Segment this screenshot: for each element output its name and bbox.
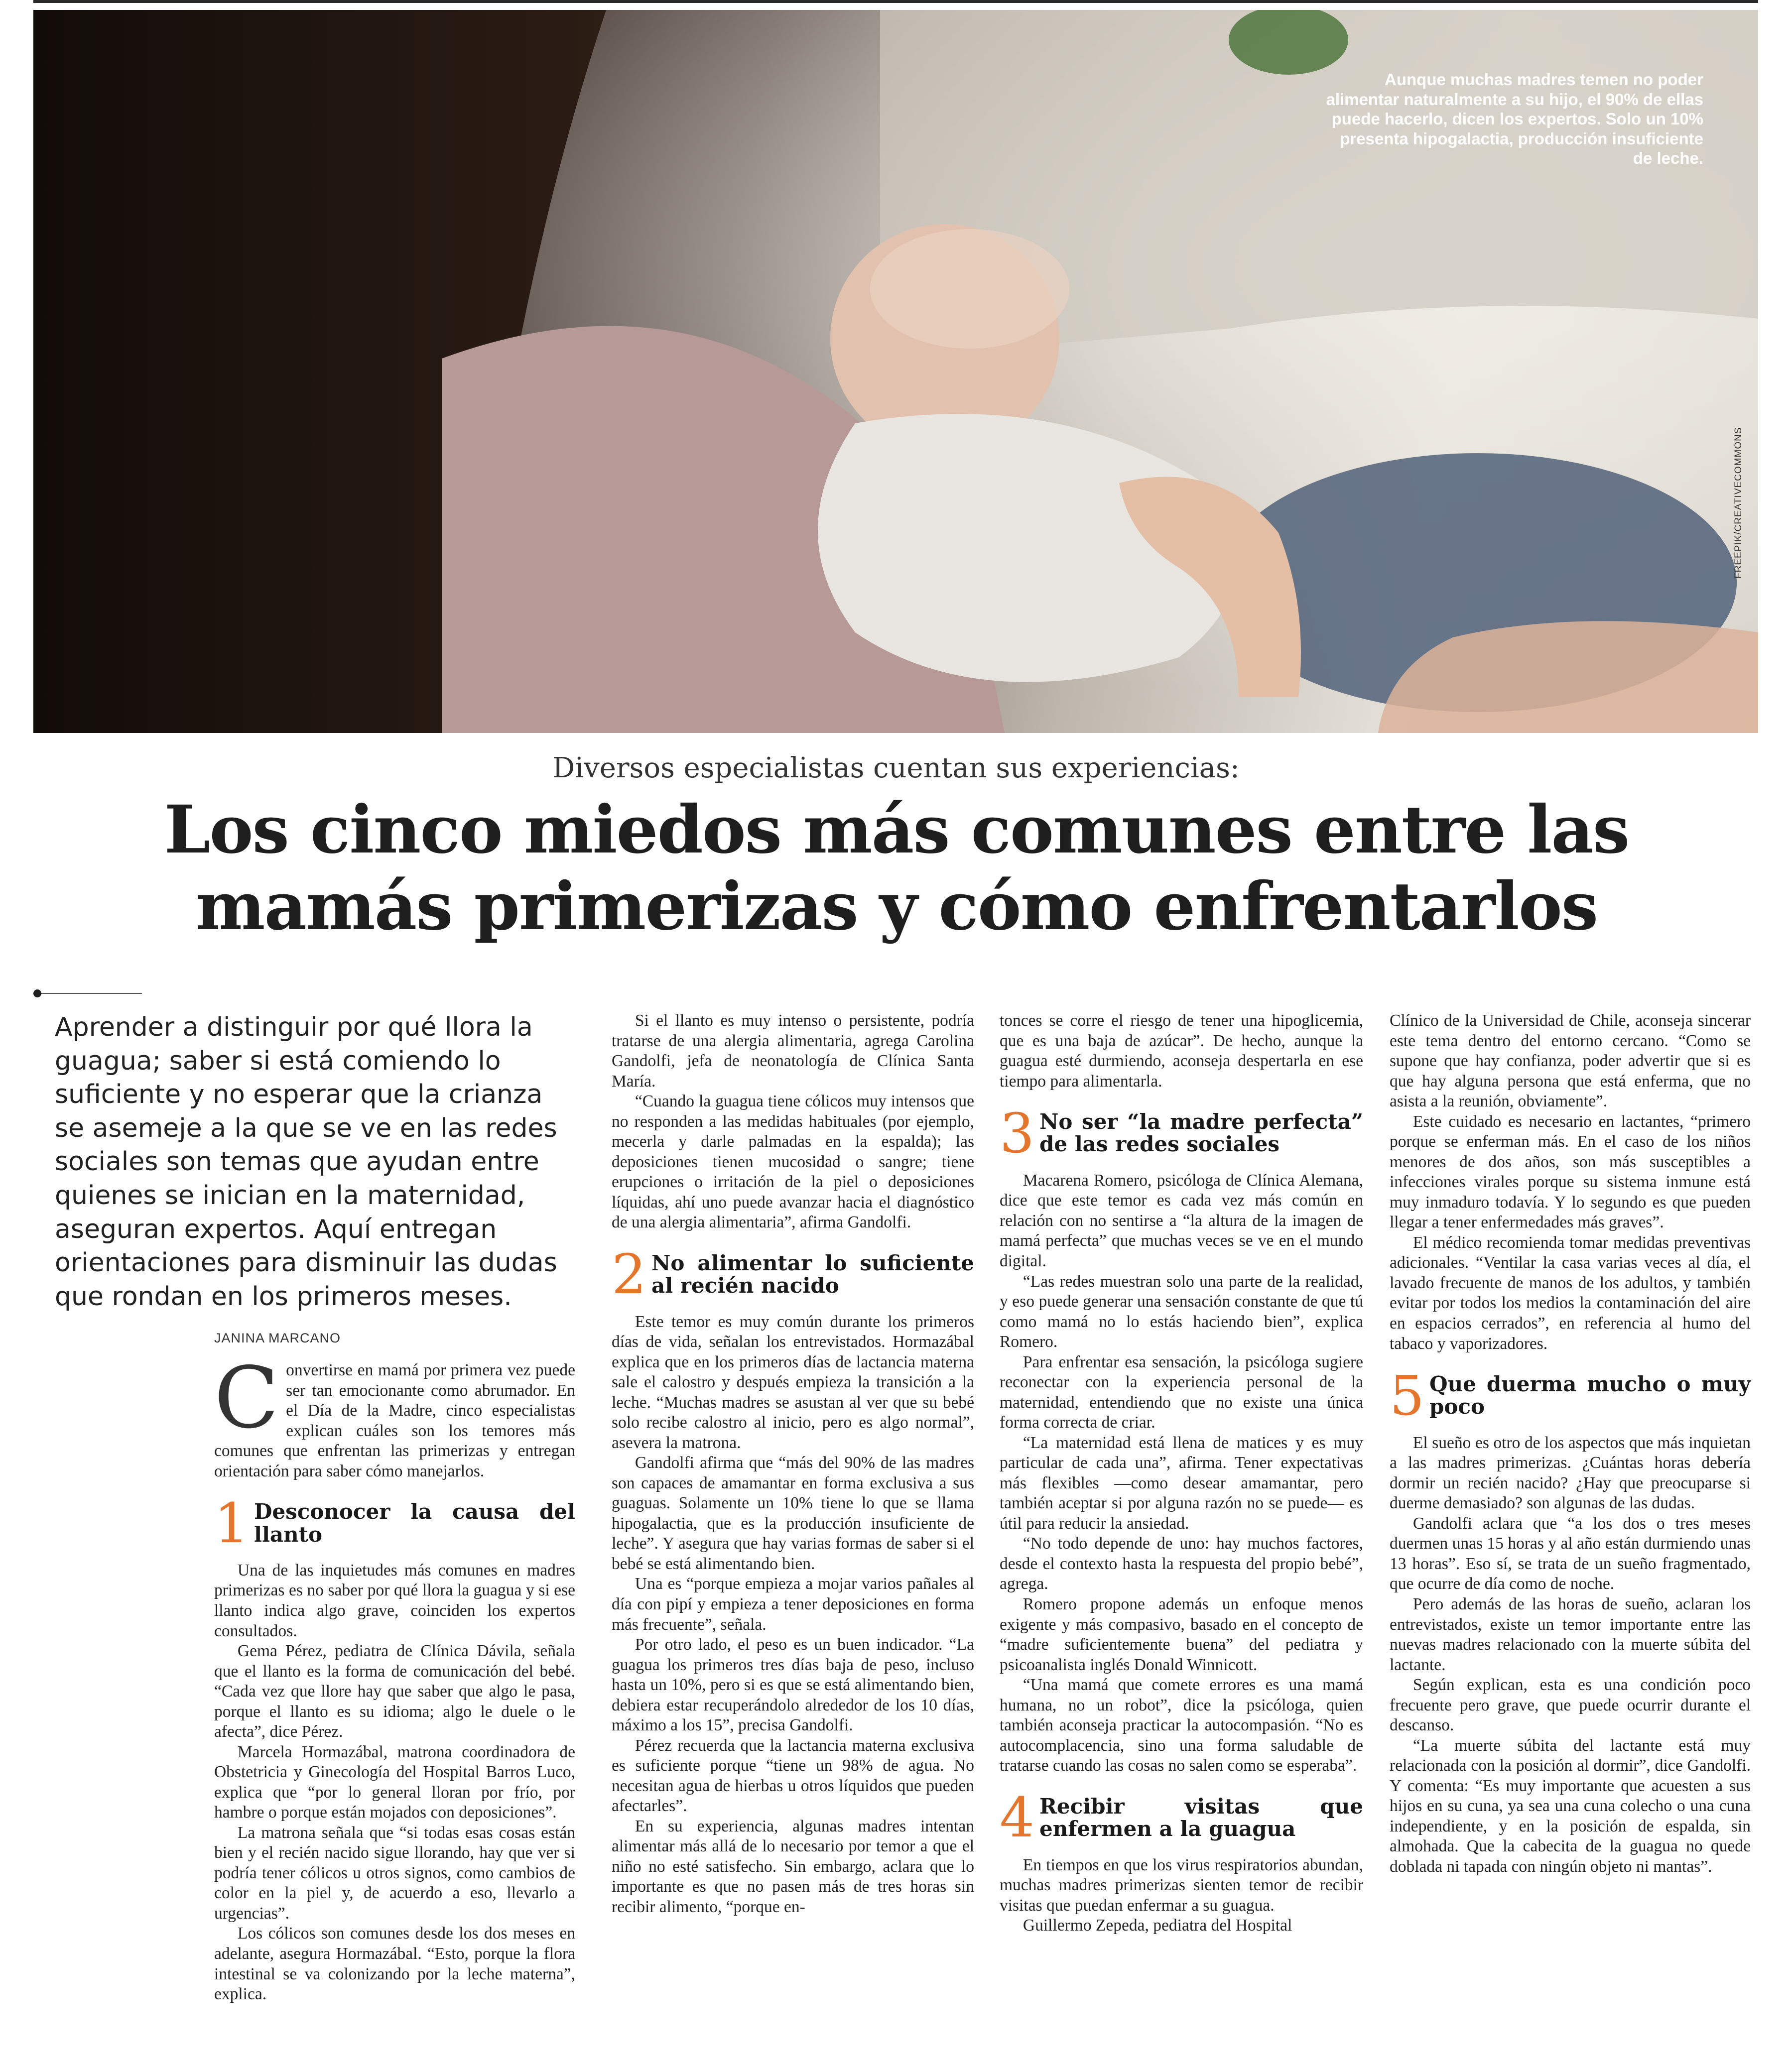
body-paragraph: Guillermo Zepeda, pediatra del Hospital — [1023, 1916, 1292, 1935]
drop-cap: C — [214, 1349, 279, 1448]
body-paragraph: La matrona señala que “si todas esas cosas están bien y el recién nacido sigue llorando, hay que ver si podría tener cólicos u otros signos, como cambios de color en la piel y, de acuerdo a eso, llevarlo a urgencias”. — [214, 1823, 575, 1923]
lead-paragraph: Aprender a distinguir por qué llora la guagua; saber si está comiendo lo suficiente y no esperar que la crianza se asemeje a la que se ve en las redes sociales son temas que ayudan entre quienes se inician en la maternidad, aseguran expertos. Aquí entregan orientaciones para disminuir las dudas que rondan en los primeros meses. — [55, 1012, 557, 1312]
body-paragraph: Romero propone además un enfoque menos exigente y más compasivo, basado en el concepto de “madre suficientemente buena” del pediatra y psicoanalista inglés Donald Winnicott. — [1000, 1595, 1363, 1674]
section-title: No ser “la madre perfecta” de las redes sociales — [1039, 1109, 1363, 1157]
body-paragraph: “La muerte súbita del lactante está muy relacionada con la posición al dormir”, dice Gandolfi. Y comenta: “Es muy importante que acuesten a sus hijos en su cuna, ya sea una cuna colecho o una cuna independiente, y en la posición de espalda, sin almohada. Que la cabecita de la guagua no quede doblada ni tapada con ningún objeto ni mantas”. — [1390, 1736, 1751, 1876]
column-2 — [612, 1011, 974, 1918]
photo-caption: Aunque muchas madres temen no poder alimentar naturalmente a su hijo, el 90% de ellas puede hacerlo, dicen los expertos. Solo un 10% presenta hipogalactia, producción insuficiente de leche. — [1326, 70, 1703, 168]
section-number: 1 — [214, 1491, 249, 1555]
section-1-heading — [214, 1491, 575, 1555]
section-title: No alimentar lo suficiente al recién nacido — [651, 1250, 974, 1298]
column-1 — [214, 1349, 575, 2005]
section-4-heading — [1000, 1786, 1363, 1850]
body-paragraph: Según explican, esta es una condición poco frecuente pero grave, que puede ocurrir durante el descanso. — [1390, 1676, 1751, 1735]
body-paragraph: Gema Pérez, pediatra de Clínica Dávila, señala que el llanto es la forma de comunicación del bebé. “Cada vez que llore hay que saber que algo le pasa, porque el llanto es su idioma; algo le duele o le afecta”, dice Pérez. — [214, 1642, 575, 1741]
section-2-heading — [612, 1242, 974, 1307]
section-number: 3 — [1000, 1101, 1034, 1165]
body-paragraph: Por otro lado, el peso es un buen indicador. “La guagua los primeros tres días baja de peso, incluso hasta un 10%, pero si es que se está alimentando bien, debiera estar recuperándolo alrededor de los 10 días, máximo a los 15”, precisa Gandolfi. — [612, 1635, 974, 1735]
body-paragraph: “Cuando la guagua tiene cólicos muy intensos que no responden a las medidas habituales (por ejemplo, mecerla y darle palmadas en la espalda); las deposiciones tienen mucosidad o sangre; tiene erupciones o irritación de la piel o deposiciones líquidas, ahí uno puede avanzar hacia el diagnóstico de una alergia alimentaria”, afirma Gandolfi. — [612, 1092, 974, 1232]
body-paragraph: El sueño es otro de los aspectos que más inquietan a las madres primerizas. ¿Cuántas horas debería dormir un recién nacido? ¿Hay que preocuparse si duerme demasiado? son algunas de las dudas. — [1390, 1433, 1751, 1513]
section-title: Recibir visitas que enfermen a la guagua — [1039, 1794, 1363, 1841]
body-paragraph: tonces se corre el riesgo de tener una hipoglicemia, que es una baja de azúcar”. De hecho, aunque la guagua esté durmiendo, aconseja despertarla en ese tiempo para alimentarla. — [1000, 1011, 1363, 1091]
body-paragraph: Clínico de la Universidad de Chile, aconseja sincerar este tema dentro del entorno cercano. “Como se supone que hay confianza, poder advertir que si es que hay alguna persona que está enferma, que no asista a la reunión, obviamente”. — [1390, 1011, 1751, 1111]
body-paragraph: Macarena Romero, psicóloga de Clínica Alemana, dice que este temor es cada vez más común en relación con no sentirse a “la altura de la imagen de mamá perfecta” que muchas veces se ve en el mundo digital. — [1000, 1171, 1363, 1270]
byline: JANINA MARCANO — [214, 1331, 341, 1345]
column-4 — [1390, 1011, 1751, 1877]
body-paragraph: Marcela Hormazábal, matrona coordinadora de Obstetricia y Ginecología del Hospital Barros Luco, explica que “por lo general lloran por frío, por hambre o porque están mojados con deposiciones”. — [214, 1742, 575, 1822]
body-paragraph: “No todo depende de uno: hay muchos factores, desde el contexto hasta la respuesta del propio bebé”, agrega. — [1000, 1534, 1363, 1593]
section-3-heading — [1000, 1101, 1363, 1165]
body-paragraph: En tiempos en que los virus respiratorios abundan, muchas madres primerizas sienten temor de recibir visitas que puedan enfermar a su guagua. — [1000, 1855, 1363, 1915]
section-number: 5 — [1390, 1363, 1424, 1428]
intro-paragraph — [214, 1349, 575, 1481]
section-title: Que duerma mucho o muy poco — [1429, 1372, 1751, 1419]
top-rule — [33, 0, 1758, 3]
body-paragraph: El médico recomienda tomar medidas preventivas adicionales. “Ventilar la casa varias veces al día, el lavado frecuente de manos de los adultos, y también evitar por todos los medios la contaminación del aire en espacios cerrados”, en referencia al humo del tabaco y vaporizadores. — [1390, 1233, 1751, 1353]
body-paragraph: Este temor es muy común durante los primeros días de vida, señalan los entrevistados. Hormazábal explica que en los primeros días de lactancia materna sale el calostro y después empieza la transición a la leche. “Muchas madres se asustan al ver que su bebé solo recibe calostro al inicio, pero es algo normal”, asevera la matrona. — [612, 1312, 974, 1452]
body-paragraph: Si el llanto es muy intenso o persistente, podría tratarse de una alergia alimentaria, agrega Carolina Gandolfi, jefa de neonatología de Clínica Santa María. — [612, 1011, 974, 1091]
body-paragraph: “Las redes muestran solo una parte de la realidad, y eso puede generar una sensación constante de que tú como mamá no lo estás haciendo bien”, explica Romero. — [1000, 1272, 1363, 1351]
body-paragraph: Los cólicos son comunes desde los dos meses en adelante, asegura Hormazábal. “Esto, porque la flora intestinal se va colonizando por la leche materna”, explica. — [214, 1924, 575, 2004]
section-title: Desconocer la causa del llanto — [254, 1499, 575, 1547]
body-paragraph: En su experiencia, algunas madres intentan alimentar más allá de lo necesario por temor a que el niño no esté satisfecho. Sin embargo, aclara que lo importante es que no pasen más de tres horas sin recibir alimento, “porque en- — [612, 1817, 974, 1916]
kicker: Diversos especialistas cuentan sus experiencias: — [552, 752, 1240, 784]
body-paragraph: Gandolfi aclara que “a los dos o tres meses duermen unas 15 horas y al año están durmiendo unas 13 horas”. Eso sí, se trata de un sueño fragmentado, que ocurre de día como de noche. — [1390, 1514, 1751, 1593]
lead-bullet — [33, 989, 41, 997]
hero-photo — [33, 10, 1758, 733]
body-paragraph: Gandolfi afirma que “más del 90% de las madres son capaces de amamantar en forma exclusiva a sus guaguas. Solamente un 10% tiene lo que se llama hipogalactia, que es la producción insuficiente de leche”. Y asegura que hay varias formas de saber si el bebé se está alimentando bien. — [612, 1454, 974, 1573]
photo-credit: FREEPIK/CREATIVECOMMONS — [1733, 427, 1744, 579]
body-paragraph: Este cuidado es necesario en lactantes, “primero porque se enferman más. En el caso de los niños menores de dos años, son más susceptibles a infecciones virales porque su sistema inmune está muy inmaduro todavía. Y lo segundo es que pueden llegar a tener enfermedades más graves”. — [1390, 1112, 1751, 1232]
section-number: 2 — [612, 1242, 646, 1307]
body-paragraph: Para enfrentar esa sensación, la psicóloga sugiere reconectar con la experiencia personal de la maternidad, entendiendo que no existe una única forma correcta de criar. — [1000, 1352, 1363, 1432]
column-3 — [1000, 1011, 1363, 1936]
lead-divider — [33, 993, 142, 994]
intro-text: onvertirse en mamá por primera vez puede ser tan emocionante como abrumador. En el Día de la Madre, cinco especialistas explican cuáles son los temores más comunes que enfrentan las primerizas y entregan orientación para saber cómo manejarlos. — [214, 1361, 575, 1480]
headline: Los cinco miedos más comunes entre las mamás primerizas y cómo enfrentarlos — [164, 791, 1629, 946]
body-paragraph: Pérez recuerda que la lactancia materna exclusiva es suficiente porque “tiene un 98% de agua. No necesitan agua de hierbas u otros líquidos que pueden afectarles”. — [612, 1736, 974, 1816]
body-paragraph: “La maternidad está llena de matices y es muy particular de cada una”, afirma. Tener expectativas más flexibles —como desear amamantar, pero también aceptar si por alguna razón no se puede— es útil para reducir la ansiedad. — [1000, 1433, 1363, 1533]
section-5-heading — [1390, 1363, 1751, 1428]
body-paragraph: Pero además de las horas de sueño, aclaran los entrevistados, existe un temor importante entre las nuevas madres relacionado con la muerte súbita del lactante. — [1390, 1595, 1751, 1674]
body-paragraph: “Una mamá que comete errores es una mamá humana, no un robot”, dice la psicóloga, quien también aconseja practicar la autocompasión. “No es autocomplacencia, sino una forma saludable de tratarse cuando las cosas no salen como se esperaba”. — [1000, 1676, 1363, 1775]
body-paragraph: Una de las inquietudes más comunes en madres primerizas es no saber por qué llora la guagua y si ese llanto indica algo grave, coinciden los expertos consultados. — [214, 1561, 575, 1640]
body-paragraph: Una es “porque empieza a mojar varios pañales al día con pipí y empieza a tener deposiciones en forma más frecuente”, señala. — [612, 1575, 974, 1634]
section-number: 4 — [1000, 1786, 1034, 1850]
